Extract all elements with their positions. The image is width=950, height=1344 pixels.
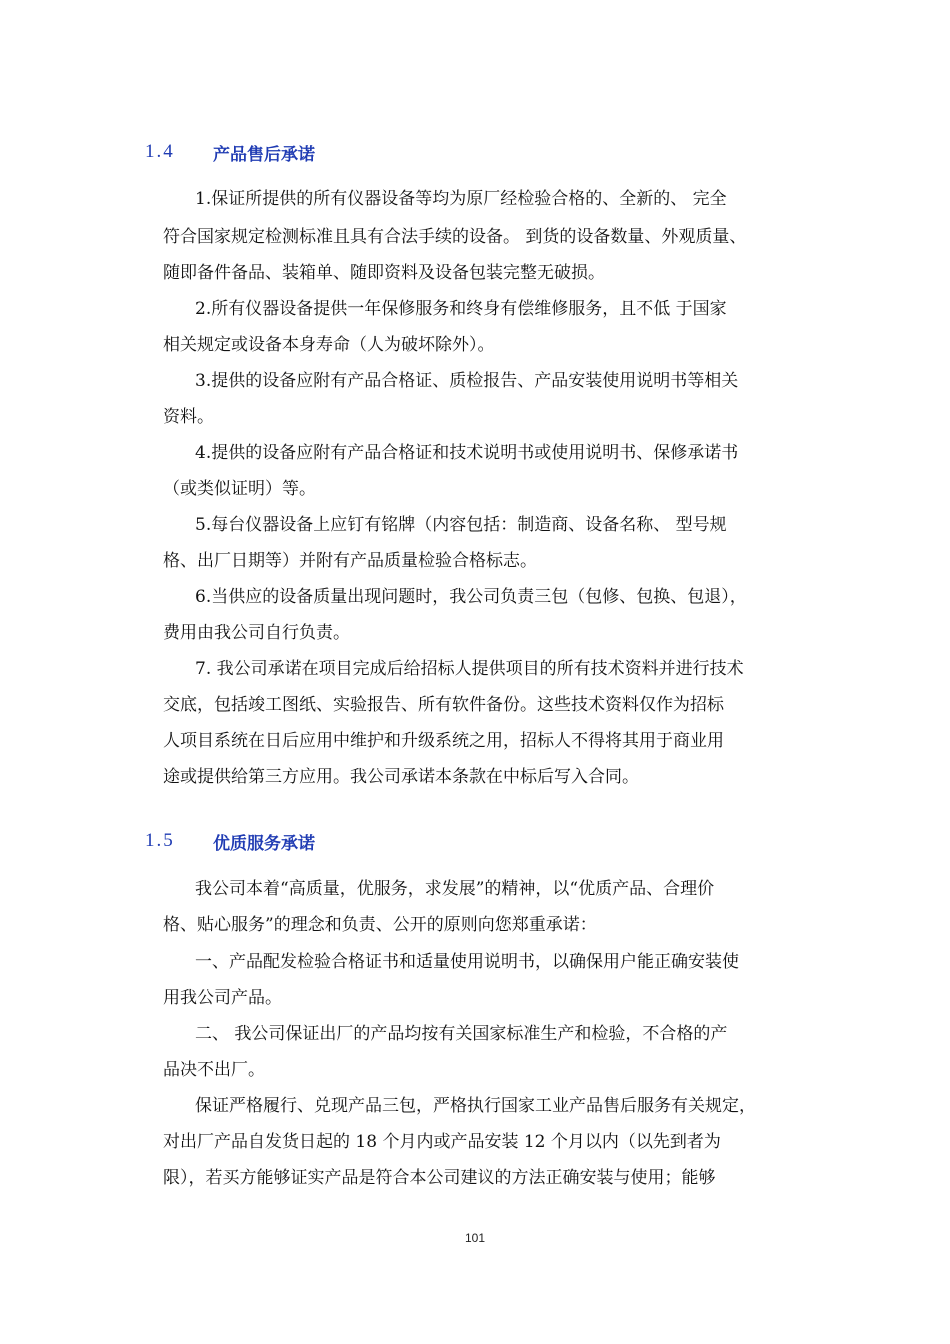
section-title: 产品售后承诺 <box>213 144 315 165</box>
paragraph-line: （或类似证明）等。 <box>163 479 316 499</box>
paragraph-line: 2.所有仪器设备提供一年保修服务和终身有偿维修服务，且不低 于国家 <box>195 299 727 319</box>
paragraph-line: 用我公司产品。 <box>163 988 282 1008</box>
paragraph-line: 7. 我公司承诺在项目完成后给招标人提供项目的所有技术资料并进行技术 <box>195 659 744 679</box>
section-heading-1-4 <box>145 139 315 165</box>
section-title: 优质服务承诺 <box>213 833 315 854</box>
page-number: 101 <box>464 1231 486 1245</box>
paragraph-line: 3.提供的设备应附有产品合格证、质检报告、产品安装使用说明书等相关 <box>195 371 739 391</box>
paragraph-line: 对出厂产品自发货日起的 18 个月内或产品安装 12 个月以内（以先到者为 <box>163 1132 721 1152</box>
paragraph-line: 5.每台仪器设备上应钉有铭牌（内容包括：制造商、设备名称、 型号规 <box>195 515 727 535</box>
paragraph-line: 一、产品配发检验合格证书和适量使用说明书，以确保用户能正确安装使 <box>195 952 739 972</box>
paragraph-line: 资料。 <box>163 407 214 427</box>
paragraph-line: 4.提供的设备应附有产品合格证和技术说明书或使用说明书、保修承诺书 <box>195 443 739 463</box>
paragraph-line: 符合国家规定检测标准且具有合法手续的设备。 到货的设备数量、外观质量、 <box>163 227 747 247</box>
paragraph-line: 二、 我公司保证出厂的产品均按有关国家标准生产和检验，不合格的产 <box>195 1024 728 1044</box>
paragraph-line: 格、贴心服务”的理念和负责、公开的原则向您郑重承诺： <box>163 915 597 935</box>
paragraph-line: 人项目系统在日后应用中维护和升级系统之用，招标人不得将其用于商业用 <box>163 731 724 751</box>
paragraph-line: 我公司本着“高质量，优服务，求发展”的精神，以“优质产品、合理价 <box>195 879 715 899</box>
paragraph-line: 费用由我公司自行负责。 <box>163 623 350 643</box>
paragraph-line: 限），若买方能够证实产品是符合本公司建议的方法正确安装与使用；能够 <box>163 1168 716 1188</box>
paragraph-line: 交底，包括竣工图纸、实验报告、所有软件备份。这些技术资料仅作为招标 <box>163 695 724 715</box>
paragraph-line: 1.保证所提供的所有仪器设备等均为原厂经检验合格的、全新的、 完全 <box>195 189 727 209</box>
section-number: 1.4 <box>145 141 175 162</box>
paragraph-line: 保证严格履行、兑现产品三包，严格执行国家工业产品售后服务有关规定， <box>195 1096 756 1116</box>
paragraph-line: 随即备件备品、装箱单、随即资料及设备包装完整无破损。 <box>163 263 605 283</box>
paragraph-line: 6.当供应的设备质量出现问题时，我公司负责三包（包修、包换、包退）， <box>195 587 747 607</box>
paragraph-line: 品决不出厂。 <box>163 1060 265 1080</box>
section-heading-1-5 <box>145 828 315 854</box>
paragraph-line: 相关规定或设备本身寿命（人为破坏除外）。 <box>163 335 495 355</box>
section-number: 1.5 <box>145 830 175 851</box>
paragraph-line: 途或提供给第三方应用。我公司承诺本条款在中标后写入合同。 <box>163 767 639 787</box>
paragraph-line: 格、出厂日期等）并附有产品质量检验合格标志。 <box>163 551 537 571</box>
